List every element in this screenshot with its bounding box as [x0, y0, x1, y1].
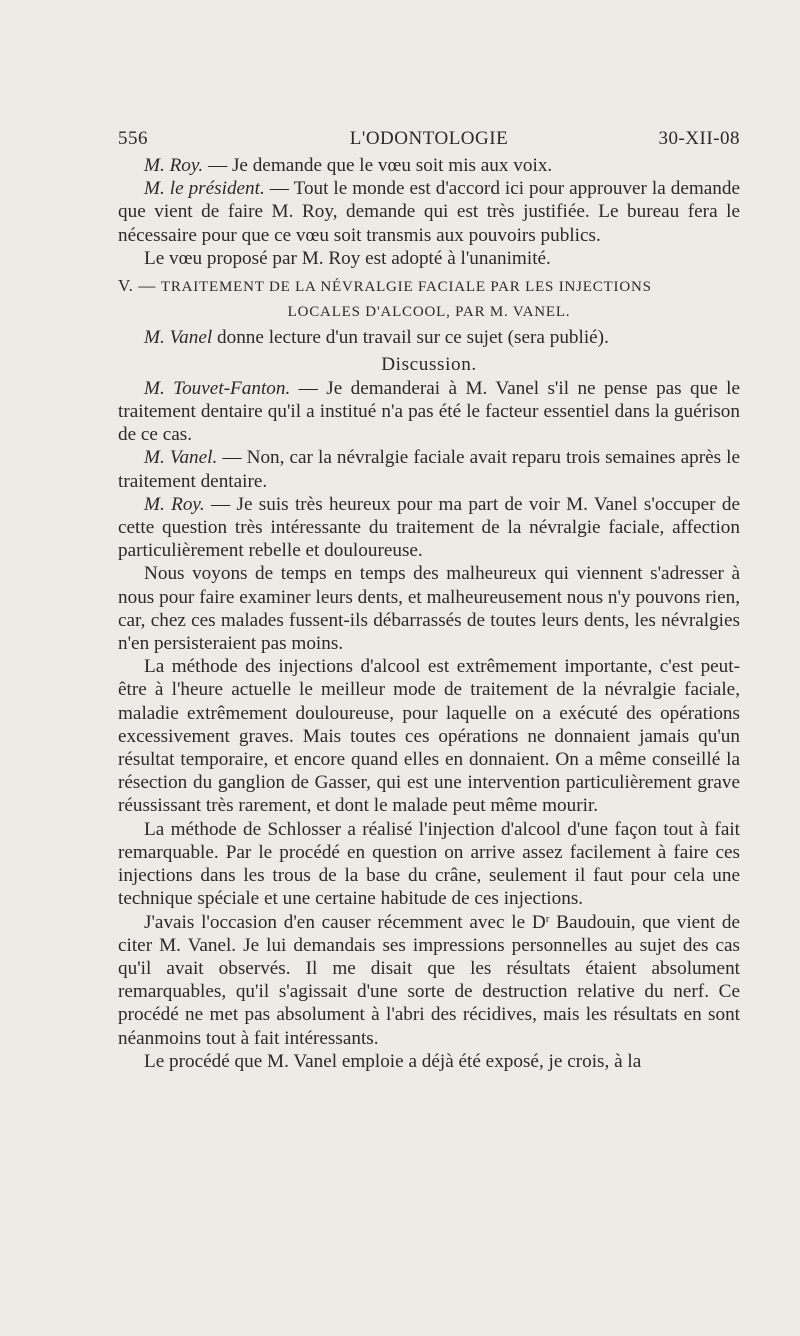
- article-body: [118, 154, 740, 1073]
- paragraph: J'avais l'occasion d'en causer récemment avec le $D^r$ Baudouin, que vient de citer M. Vanel. Je lui demandais ses impressions personnelles au sujet des cas qu'il avait observés. Il me disait que les résultats étaient absolument remarquables, qu'il s'agissait d'une sorte de destruction relative du nerf. Ce procédé ne met pas absolument à l'abri des récidives, mais les résultats en sont néanmoins tout à fait intéressants.: [118, 911, 740, 1049]
- running-header: [118, 128, 740, 156]
- paragraph: La méthode des injections d'alcool est extrêmement importante, c'est peut-être à l'heure actuelle le meilleur mode de traitement de la névralgie faciale, maladie extrêmement douloureuse, pour laquelle on a exécuté des opérations excessivement graves. Mais toutes ces opérations ne donnaient jamais qu'un résultat temporaire, et encore quand elles en donnaient. On a même conseillé la résection du ganglion de Gasser, qui est une intervention particulièrement grave réussissant très rarement, et dont le malade peut même mourir.: [118, 656, 740, 817]
- paragraph: Le vœu proposé par M. Roy est adopté à l'unanimité.: [144, 247, 551, 269]
- paragraph: La méthode de Schlosser a réalisé l'injection d'alcool d'une façon tout à fait remarquable. Par le procédé en question on arrive assez facilement à faire ces injections dans les trous de la base du crâne, seulement il faut pour cela une technique spéciale et une certaine habitude de ces injections.: [118, 818, 740, 910]
- journal-title: L'ODONTOLOGIE: [349, 128, 509, 149]
- paragraph: M. le président. — Tout le monde est d'accord ici pour approuver la demande que vient de faire M. Roy, demande qui est très justifiée. Le bureau fera le nécessaire pour que ce vœu soit transmis aux pouvoirs publics.: [118, 178, 740, 246]
- section-heading: V. — TRAITEMENT DE LA NÉVRALGIE FACIALE PAR LES INJECTIONS LOCALES D'ALCOOL, PAR M. VANEL.: [118, 276, 652, 321]
- speaker: M. Touvet-Fanton.: [144, 377, 291, 399]
- paragraph: M. Vanel. — Non, car la névralgie faciale avait reparu trois semaines après le traitement dentaire.: [118, 447, 740, 492]
- speaker: M. Vanel: [144, 327, 213, 349]
- speaker: M. le président.: [144, 178, 265, 200]
- speaker: M. Roy.: [144, 493, 205, 515]
- paragraph: M. Touvet-Fanton. — Je demanderai à M. Vanel s'il ne pense pas que le traitement dentaire qu'il a institué n'a pas été le facteur essentiel dans la guérison de ce cas.: [118, 377, 740, 446]
- discussion-heading: Discussion.: [381, 353, 477, 375]
- paragraph: M. Vanel donne lecture d'un travail sur ce sujet (sera publié).: [144, 327, 609, 349]
- paragraph: M. Roy. — Je suis très heureux pour ma part de voir M. Vanel s'occuper de cette question très intéressante du traitement de la névralgie faciale, affection particulièrement rebelle et douloureuse.: [118, 493, 740, 562]
- speaker: M. Vanel.: [144, 447, 218, 469]
- speaker: M. Roy.: [144, 155, 204, 176]
- paragraph: Le procédé que M. Vanel emploie a déjà été exposé, je crois, à la: [144, 1050, 642, 1072]
- issue-date: 30-XII-08: [658, 128, 740, 149]
- paragraph: M. Roy. — Je demande que le vœu soit mis aux voix.: [144, 155, 553, 176]
- paragraph: Nous voyons de temps en temps des malheureux qui viennent s'adresser à nous pour faire examiner leurs dents, et malheureusement nous n'y pouvons rien, car, chez ces malades fussent-ils débarrassés de toutes leurs dents, les névralgies n'en persisteraient pas moins.: [118, 563, 740, 655]
- page-number: 556: [118, 128, 148, 149]
